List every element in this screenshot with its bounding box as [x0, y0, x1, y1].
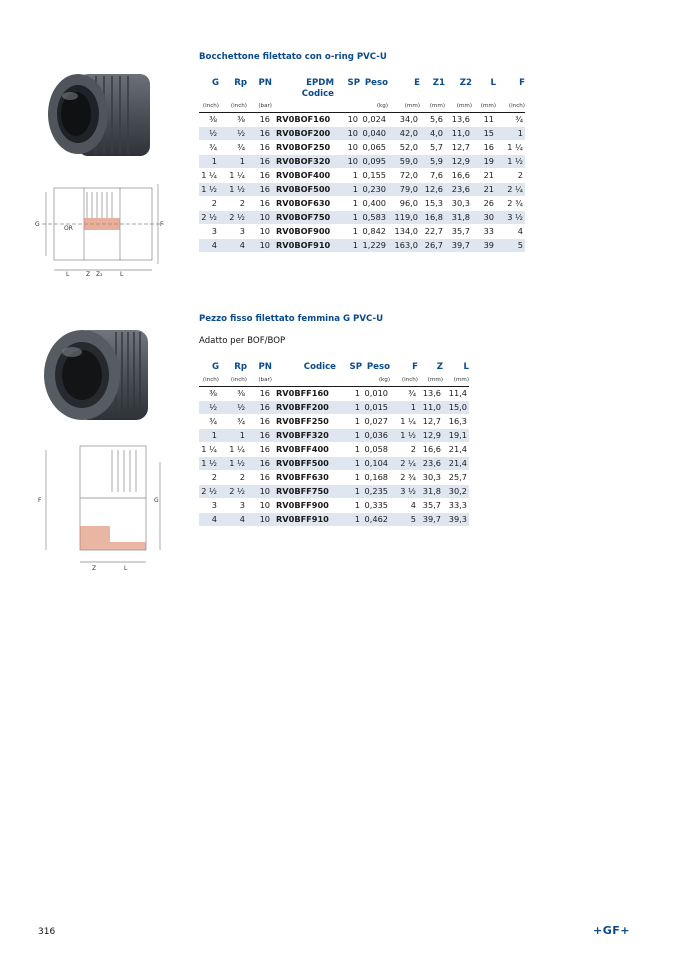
table-cell: 1 ¼ [219, 443, 247, 457]
table-cell: 1 [199, 429, 219, 443]
column-unit [272, 373, 336, 387]
section1-title: Bocchettone filettato con o-ring PVC-U [199, 52, 387, 62]
table-cell: 1 [390, 401, 418, 415]
table-cell: ⅜ [219, 113, 247, 127]
column-header-secondary: Codice [301, 89, 334, 99]
table-cell: 11,4 [443, 387, 469, 401]
table-cell: 12,7 [445, 141, 472, 155]
column-header-secondary [360, 89, 388, 99]
table-cell: 15,0 [443, 401, 469, 415]
table-cell: 2 ½ [199, 211, 219, 225]
table-cell: ¾ [219, 415, 247, 429]
table-units-row [199, 373, 469, 387]
table-cell: 16,3 [443, 415, 469, 429]
table-cell: 11,0 [418, 401, 443, 415]
table-cell: ¾ [199, 141, 219, 155]
product-code-cell: RV0BFF750 [272, 485, 336, 499]
table-cell: ½ [199, 127, 219, 141]
column-header: Codice [303, 362, 336, 372]
product-code-cell: RV0BOF910 [272, 239, 334, 253]
column-header: F [519, 78, 525, 88]
table-cell: 0,036 [362, 429, 390, 443]
table-cell: 2 [199, 197, 219, 211]
table-cell: 1,229 [360, 239, 388, 253]
table-row [199, 113, 525, 127]
table-cell: 3 ½ [496, 211, 525, 225]
table-cell: ½ [219, 401, 247, 415]
drawing-label-g: G [35, 221, 40, 228]
table-cell: 3 ½ [390, 485, 418, 499]
table-cell: 5 [390, 513, 418, 527]
table-cell: 1 [219, 429, 247, 443]
table-cell: 16 [247, 183, 272, 197]
table-cell: 5 [496, 239, 525, 253]
table-cell: 3 [199, 225, 219, 239]
table-cell: 2 ½ [219, 485, 247, 499]
table-cell: ⅜ [199, 387, 219, 401]
table-header-row [199, 362, 469, 373]
page-number: 316 [38, 927, 56, 937]
table-cell: 5,9 [420, 155, 445, 169]
product-code-cell: RV0BOF160 [272, 113, 334, 127]
table-cell: 16 [247, 127, 272, 141]
table-cell: 16 [247, 457, 272, 471]
column-header: Z [436, 362, 443, 372]
table-cell: 33,3 [443, 499, 469, 513]
product-code-cell: RV0BOF320 [272, 155, 334, 169]
table-cell: 39,7 [445, 239, 472, 253]
table-cell: 5,6 [420, 113, 445, 127]
column-header: Peso [364, 78, 388, 88]
column-unit: (kg) [378, 376, 390, 383]
table-units-row [199, 99, 525, 113]
table-cell: 2 ¼ [496, 183, 525, 197]
column-header: Rp [234, 78, 247, 88]
table-cell: 163,0 [388, 239, 420, 253]
table-cell: 0,400 [360, 197, 388, 211]
column-unit [334, 99, 360, 113]
table-cell: 31,8 [418, 485, 443, 499]
table-cell: 15 [472, 127, 496, 141]
table-row [199, 127, 525, 141]
drawing-label-l1: L [66, 271, 70, 278]
table-cell: 79,0 [388, 183, 420, 197]
table-row [199, 471, 469, 485]
drawing-label-z1: Z [86, 271, 91, 278]
table-cell: 10 [247, 211, 272, 225]
table-cell: 30 [472, 211, 496, 225]
table-cell: 2 [219, 197, 247, 211]
column-unit: (kg) [376, 102, 388, 109]
column-unit: (mm) [453, 376, 469, 383]
table-cell: 1 [334, 183, 360, 197]
table-row [199, 169, 525, 183]
column-header: Z2 [459, 78, 472, 88]
column-unit: (inch) [508, 102, 525, 109]
table-cell: 3 [219, 225, 247, 239]
drawing-label-z2: Z₂ [96, 271, 103, 278]
column-header-secondary [219, 89, 247, 99]
table-cell: ½ [199, 401, 219, 415]
column-unit: (inch) [230, 376, 247, 383]
table-cell: 23,6 [445, 183, 472, 197]
table-cell: 2 ¾ [390, 471, 418, 485]
table-row [199, 239, 525, 253]
table-cell: 30,2 [443, 485, 469, 499]
drawing-label-l2: L [120, 271, 124, 278]
table-cell: 16 [247, 443, 272, 457]
table-cell: 16 [247, 141, 272, 155]
product-code-cell: RV0BFF400 [272, 443, 336, 457]
table-cell: 2 [219, 471, 247, 485]
table-cell: 52,0 [388, 141, 420, 155]
column-header: G [211, 78, 219, 88]
table-cell: 0,842 [360, 225, 388, 239]
table-cell: 35,7 [418, 499, 443, 513]
table-cell: 16,6 [445, 169, 472, 183]
table-cell: 0,583 [360, 211, 388, 225]
column-header: E [414, 78, 420, 88]
union-technical-drawing [32, 178, 172, 278]
table-cell: ½ [219, 127, 247, 141]
table-row [199, 141, 525, 155]
table-cell: 16 [247, 401, 272, 415]
table-cell: 2 [390, 443, 418, 457]
table-cell: 0,155 [360, 169, 388, 183]
table-cell: 22,7 [420, 225, 445, 239]
table-cell: 134,0 [388, 225, 420, 239]
table-cell: 0,040 [360, 127, 388, 141]
table-cell: ⅜ [199, 113, 219, 127]
column-header: EPDM [306, 78, 334, 88]
product-code-cell: RV0BFF250 [272, 415, 336, 429]
column-unit [336, 373, 362, 387]
table-cell: 16 [247, 387, 272, 401]
column-header: F [412, 362, 418, 372]
table-cell: 25,7 [443, 471, 469, 485]
table-cell: 1 ¼ [390, 415, 418, 429]
table-cell: 0,058 [362, 443, 390, 457]
table-cell: 2 [199, 471, 219, 485]
table-cell: 2 [496, 169, 525, 183]
table-cell: 2 ½ [219, 211, 247, 225]
column-header-secondary [420, 89, 445, 99]
table-cell: 21,4 [443, 457, 469, 471]
table-cell: 16 [247, 471, 272, 485]
table-cell: 1 ¼ [199, 443, 219, 457]
table-cell: 39 [472, 239, 496, 253]
table-cell: 1 ½ [390, 429, 418, 443]
table-row [199, 457, 469, 471]
column-unit: (inch) [202, 376, 219, 383]
column-header: Z1 [432, 78, 445, 88]
fixed-piece-technical-drawing [36, 442, 176, 572]
column-header-secondary [334, 89, 360, 99]
section2-subtitle: Adatto per BOF/BOP [199, 336, 286, 346]
union-photo [34, 64, 160, 164]
table-header-row-2 [199, 89, 525, 99]
table-cell: 3 [219, 499, 247, 513]
column-header-secondary [199, 89, 219, 99]
table-cell: 31,8 [445, 211, 472, 225]
table-cell: 10 [334, 141, 360, 155]
table-cell: 16 [247, 415, 272, 429]
table-cell: 10 [247, 499, 272, 513]
table-cell: 0,065 [360, 141, 388, 155]
table-row [199, 225, 525, 239]
table-cell: 16 [247, 169, 272, 183]
product-code-cell: RV0BFF320 [272, 429, 336, 443]
column-unit: (inch) [202, 102, 219, 109]
gf-logo: +GF+ [593, 924, 630, 937]
table-cell: 13,6 [445, 113, 472, 127]
table-cell: 1 ½ [199, 457, 219, 471]
table-cell: 26 [472, 197, 496, 211]
product-code-cell: RV0BFF630 [272, 471, 336, 485]
table-row [199, 401, 469, 415]
table-cell: 1 ¼ [219, 169, 247, 183]
table-row [199, 499, 469, 513]
table-cell: 1 [334, 169, 360, 183]
table-cell: 16 [247, 429, 272, 443]
column-header: SP [349, 362, 362, 372]
table-row [199, 211, 525, 225]
product-code-cell: RV0BOF900 [272, 225, 334, 239]
table-cell: 1 [336, 429, 362, 443]
table-cell: ¾ [199, 415, 219, 429]
table-cell: 1 [336, 485, 362, 499]
table-cell: 2 ¼ [390, 457, 418, 471]
table-cell: 10 [247, 513, 272, 527]
table-cell: 16 [247, 113, 272, 127]
column-header: L [463, 362, 469, 372]
table-cell: 35,7 [445, 225, 472, 239]
table-cell: 16 [472, 141, 496, 155]
table-row [199, 443, 469, 457]
table-cell: 1 [334, 197, 360, 211]
column-header-secondary [247, 89, 272, 99]
column-header: PN [258, 362, 272, 372]
drawing2-label-z: Z [92, 565, 97, 572]
product-code-cell: RV0BOF200 [272, 127, 334, 141]
table-cell: 4,0 [420, 127, 445, 141]
table-cell: 0,010 [362, 387, 390, 401]
table-cell: 1 [334, 211, 360, 225]
table-cell: 0,230 [360, 183, 388, 197]
table-row [199, 485, 469, 499]
column-unit: (inch) [401, 376, 418, 383]
column-unit: (mm) [480, 102, 496, 109]
product-code-cell: RV0BOF500 [272, 183, 334, 197]
product-code-cell: RV0BFF200 [272, 401, 336, 415]
table-cell: 1 [336, 401, 362, 415]
product-code-cell: RV0BOF630 [272, 197, 334, 211]
column-header: G [211, 362, 219, 372]
table-cell: 19 [472, 155, 496, 169]
fixed-piece-photo [36, 320, 154, 430]
table-cell: 1 [219, 155, 247, 169]
column-unit: (mm) [456, 102, 472, 109]
table-row [199, 183, 525, 197]
product-code-cell: RV0BFF900 [272, 499, 336, 513]
table-cell: 0,095 [360, 155, 388, 169]
table-cell: 2 ½ [199, 485, 219, 499]
table-cell: 42,0 [388, 127, 420, 141]
drawing2-label-l: L [124, 565, 128, 572]
table-cell: 39,7 [418, 513, 443, 527]
table-cell: 72,0 [388, 169, 420, 183]
table-row [199, 197, 525, 211]
table-cell: 0,462 [362, 513, 390, 527]
table-cell: 1 [496, 127, 525, 141]
table-cell: 1 ¼ [496, 141, 525, 155]
table-cell: ¾ [219, 141, 247, 155]
column-header-secondary [388, 89, 420, 99]
table-cell: 21,4 [443, 443, 469, 457]
column-unit: (mm) [427, 376, 443, 383]
table-cell: 0,015 [362, 401, 390, 415]
table-cell: 15,3 [420, 197, 445, 211]
table-cell: 4 [219, 513, 247, 527]
table-cell: 16,8 [420, 211, 445, 225]
table-row [199, 513, 469, 527]
table-cell: 119,0 [388, 211, 420, 225]
table-cell: 1 [336, 471, 362, 485]
column-unit: (bar) [258, 102, 272, 109]
table-cell: 3 [199, 499, 219, 513]
product-code-cell: RV0BFF910 [272, 513, 336, 527]
column-unit: (mm) [429, 102, 445, 109]
table-cell: 10 [247, 239, 272, 253]
product-code-cell: RV0BOF750 [272, 211, 334, 225]
table-row [199, 387, 469, 401]
table-cell: 1 ¼ [199, 169, 219, 183]
table-cell: 16 [247, 155, 272, 169]
table-cell: 4 [390, 499, 418, 513]
table-cell: 0,027 [362, 415, 390, 429]
table-cell: 19,1 [443, 429, 469, 443]
table-cell: 4 [199, 513, 219, 527]
table-cell: 0,104 [362, 457, 390, 471]
table-cell: 34,0 [388, 113, 420, 127]
column-unit [272, 99, 334, 113]
column-unit: (inch) [230, 102, 247, 109]
table-cell: 2 ¾ [496, 197, 525, 211]
union-spec-table [199, 78, 525, 252]
table-cell: 16 [247, 197, 272, 211]
drawing-label-f: F [160, 221, 164, 228]
table-cell: 59,0 [388, 155, 420, 169]
table-cell: 5,7 [420, 141, 445, 155]
table-cell: 1 [336, 499, 362, 513]
table-cell: 11 [472, 113, 496, 127]
table-cell: 1 ½ [496, 155, 525, 169]
column-header-secondary [496, 89, 525, 99]
column-header: Peso [366, 362, 390, 372]
table-cell: 1 [334, 239, 360, 253]
drawing2-label-f: F [38, 497, 42, 504]
drawing2-label-g: G [154, 497, 159, 504]
column-header: L [490, 78, 496, 88]
table-cell: 12,6 [420, 183, 445, 197]
table-cell: 7,6 [420, 169, 445, 183]
table-cell: 0,024 [360, 113, 388, 127]
table-cell: 12,9 [445, 155, 472, 169]
table-cell: 16,6 [418, 443, 443, 457]
drawing-label-oring: OR [64, 225, 73, 232]
table-cell: 4 [219, 239, 247, 253]
column-header-secondary [472, 89, 496, 99]
table-cell: 10 [247, 485, 272, 499]
table-cell: 1 [336, 443, 362, 457]
product-code-cell: RV0BOF250 [272, 141, 334, 155]
table-cell: 1 [334, 225, 360, 239]
table-cell: 10 [334, 113, 360, 127]
table-cell: ¾ [496, 113, 525, 127]
column-unit: (bar) [258, 376, 272, 383]
table-row [199, 415, 469, 429]
table-cell: 1 [336, 387, 362, 401]
product-code-cell: RV0BFF160 [272, 387, 336, 401]
table-cell: 1 [336, 457, 362, 471]
table-cell: 0,168 [362, 471, 390, 485]
section2-title: Pezzo fisso filettato femmina G PVC-U [199, 314, 384, 324]
table-cell: 11,0 [445, 127, 472, 141]
table-cell: 1 [199, 155, 219, 169]
table-cell: 0,335 [362, 499, 390, 513]
column-header-secondary [445, 89, 472, 99]
table-cell: 96,0 [388, 197, 420, 211]
table-cell: ⅜ [219, 387, 247, 401]
table-cell: 1 ½ [219, 457, 247, 471]
product-code-cell: RV0BFF500 [272, 457, 336, 471]
table-cell: 12,7 [418, 415, 443, 429]
table-cell: 1 ½ [219, 183, 247, 197]
table-cell: 21 [472, 169, 496, 183]
table-cell: 4 [199, 239, 219, 253]
column-header: SP [347, 78, 360, 88]
product-code-cell: RV0BOF400 [272, 169, 334, 183]
table-header-row [199, 78, 525, 89]
column-header: Rp [234, 362, 247, 372]
table-cell: 26,7 [420, 239, 445, 253]
table-cell: 4 [496, 225, 525, 239]
table-cell: 23,6 [418, 457, 443, 471]
table-cell: 0,235 [362, 485, 390, 499]
table-cell: 1 [336, 513, 362, 527]
table-cell: 1 ½ [199, 183, 219, 197]
table-cell: 33 [472, 225, 496, 239]
table-cell: 30,3 [418, 471, 443, 485]
table-row [199, 155, 525, 169]
fixed-piece-spec-table [199, 362, 469, 526]
table-row [199, 429, 469, 443]
table-cell: ¾ [390, 387, 418, 401]
table-cell: 10 [334, 155, 360, 169]
table-cell: 1 [336, 415, 362, 429]
table-cell: 10 [334, 127, 360, 141]
table-cell: 39,3 [443, 513, 469, 527]
table-cell: 12,9 [418, 429, 443, 443]
table-cell: 21 [472, 183, 496, 197]
table-cell: 30,3 [445, 197, 472, 211]
column-header: PN [258, 78, 272, 88]
table-cell: 10 [247, 225, 272, 239]
table-cell: 13,6 [418, 387, 443, 401]
column-unit: (mm) [404, 102, 420, 109]
